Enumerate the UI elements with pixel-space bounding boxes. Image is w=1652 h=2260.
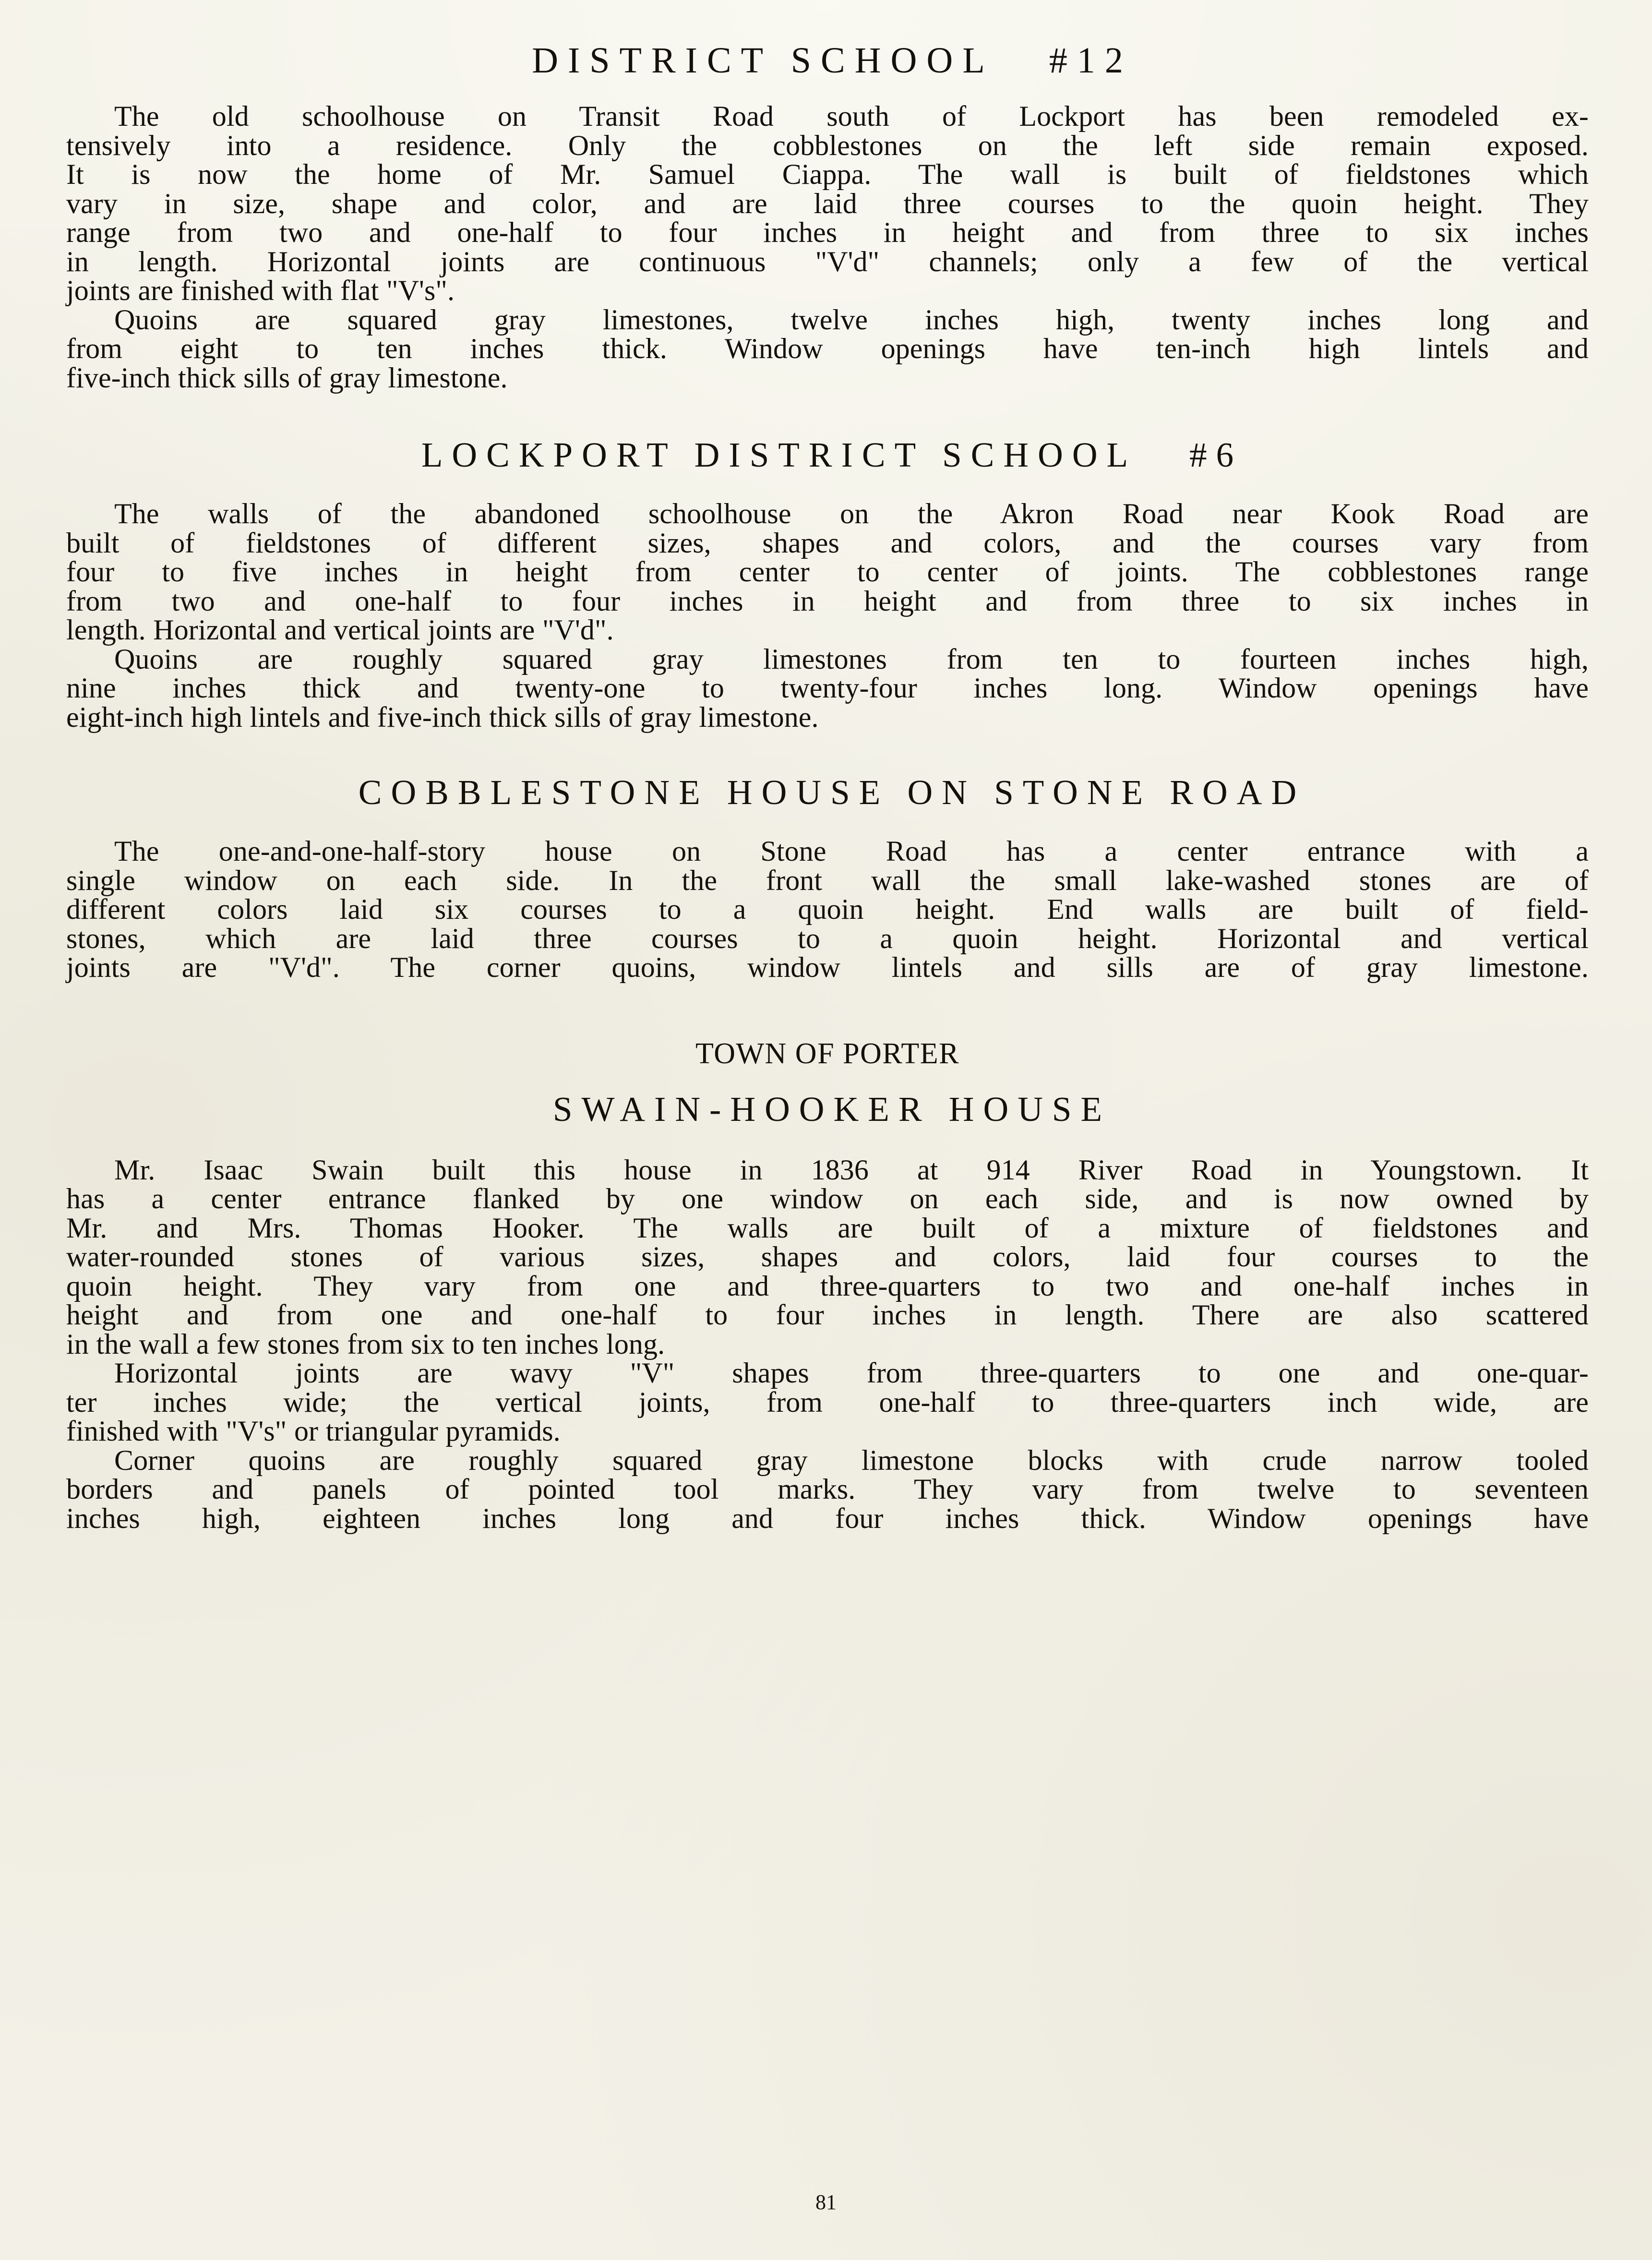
text-line: The one-and-one-half-story house on Stone Road has a center entrance with a [114, 835, 1589, 867]
text-line: ter inches wide; the vertical joints, from one-half to three-quarters inch wide, are [66, 1386, 1589, 1418]
paragraph-shh-p3 [66, 1446, 1589, 1533]
paragraph-shh-p2 [66, 1358, 1589, 1446]
text-line: has a center entrance flanked by one window on each side, and is now owned by [66, 1183, 1589, 1214]
text-line: quoin height. They vary from one and three-quarters to two and one-half inches in [66, 1270, 1589, 1302]
paragraph-lds6-p1 [66, 472, 1589, 645]
text-line: inches high, eighteen inches long and four inches thick. Window openings have [66, 1502, 1589, 1534]
text-line: borders and panels of pointed tool marks. They vary from twelve to seventeen [66, 1473, 1589, 1505]
text-line: Mr. and Mrs. Thomas Hooker. The walls are built of a mixture of fieldstones and [66, 1212, 1589, 1244]
text-line: stones, which are laid three courses to a quoin height. Horizontal and vertical [66, 922, 1589, 954]
text-line: in length. Horizontal joints are continuous "V'd" channels; only a few of the vertical [66, 245, 1589, 277]
text-line: in the wall a few stones from six to ten inches long. [66, 1328, 665, 1360]
text-line: finished with "V's" or triangular pyramids. [66, 1415, 561, 1447]
text-line: Quoins are roughly squared gray limestones from ten to fourteen inches high, [114, 643, 1589, 675]
text-line: single window on each side. In the front wall the small lake-washed stones are of [66, 864, 1589, 896]
text-line: Quoins are squared gray limestones, twelve inches high, twenty inches long and [114, 303, 1589, 336]
section-heading-lockport-district-school-6: LOCKPORT DISTRICT SCHOOL #6 [421, 435, 1243, 474]
text-line: tensively into a residence. Only the cobblestones on the left side remain exposed. [66, 129, 1589, 161]
text-line: four to five inches in height from center to center of joints. The cobblestones range [66, 556, 1589, 588]
section-heading-swain-hooker-house: SWAIN-HOOKER HOUSE [552, 1089, 1112, 1129]
text-line: different colors laid six courses to a quoin height. End walls are built of field- [66, 893, 1589, 925]
text-line: Corner quoins are roughly squared gray limestone blocks with crude narrow tooled [114, 1444, 1589, 1476]
text-line: vary in size, shape and color, and are laid three courses to the quoin height. They [66, 187, 1589, 219]
text-line: from eight to ten inches thick. Window openings have ten-inch high lintels and [66, 333, 1589, 364]
text-line: water-rounded stones of various sizes, shapes and colors, laid four courses to the [66, 1241, 1589, 1273]
text-line: nine inches thick and twenty-one to twenty-four inches long. Window openings have [66, 672, 1589, 704]
paragraph-shh-p1 [66, 1127, 1589, 1359]
text-line: Horizontal joints are wavy "V" shapes from three-quarters to one and one-quar- [114, 1357, 1589, 1389]
text-line: eight-inch high lintels and five-inch thick sills of gray limestone. [66, 701, 819, 733]
text-line: joints are "V'd". The corner quoins, window lintels and sills are of gray limestone. [66, 951, 1589, 983]
text-line: built of fieldstones of different sizes, shapes and colors, and the courses vary from [66, 527, 1589, 559]
page-number: 81 [815, 2190, 837, 2214]
text-line: five-inch thick sills of gray limestone. [66, 361, 508, 394]
paragraph-lds6-p2 [66, 645, 1589, 732]
text-line: length. Horizontal and vertical joints are "V'd". [66, 614, 614, 646]
text-line: The old schoolhouse on Transit Road south of Lockport has been remodeled ex- [114, 100, 1589, 132]
text-line: The walls of the abandoned schoolhouse on the Akron Road near Kook Road are [114, 498, 1589, 529]
text-line: height and from one and one-half to four inches in length. There are also scattered [66, 1299, 1589, 1331]
text-line: joints are finished with flat "V's". [66, 275, 455, 306]
page-title: DISTRICT SCHOOL #12 [532, 40, 1133, 81]
section-heading-town-of-porter: TOWN OF PORTER [695, 1037, 960, 1070]
text-line: Mr. Isaac Swain built this house in 1836 at 914 River Road in Youngstown. It [114, 1154, 1589, 1186]
text-line: from two and one-half to four inches in height and from three to six inches in [66, 585, 1589, 617]
paragraph-ds12-p2 [66, 305, 1589, 393]
paragraph-chsr-p1 [66, 810, 1589, 982]
text-line: range from two and one-half to four inches in height and from three to six inches [66, 216, 1589, 248]
paragraph-ds12-p1 [66, 79, 1589, 305]
text-line: It is now the home of Mr. Samuel Ciappa. The wall is built of fieldstones which [66, 158, 1589, 190]
section-heading-cobblestone-house-stone-road: COBBLESTONE HOUSE ON STONE ROAD [358, 773, 1306, 812]
page-content [66, 0, 1589, 1533]
